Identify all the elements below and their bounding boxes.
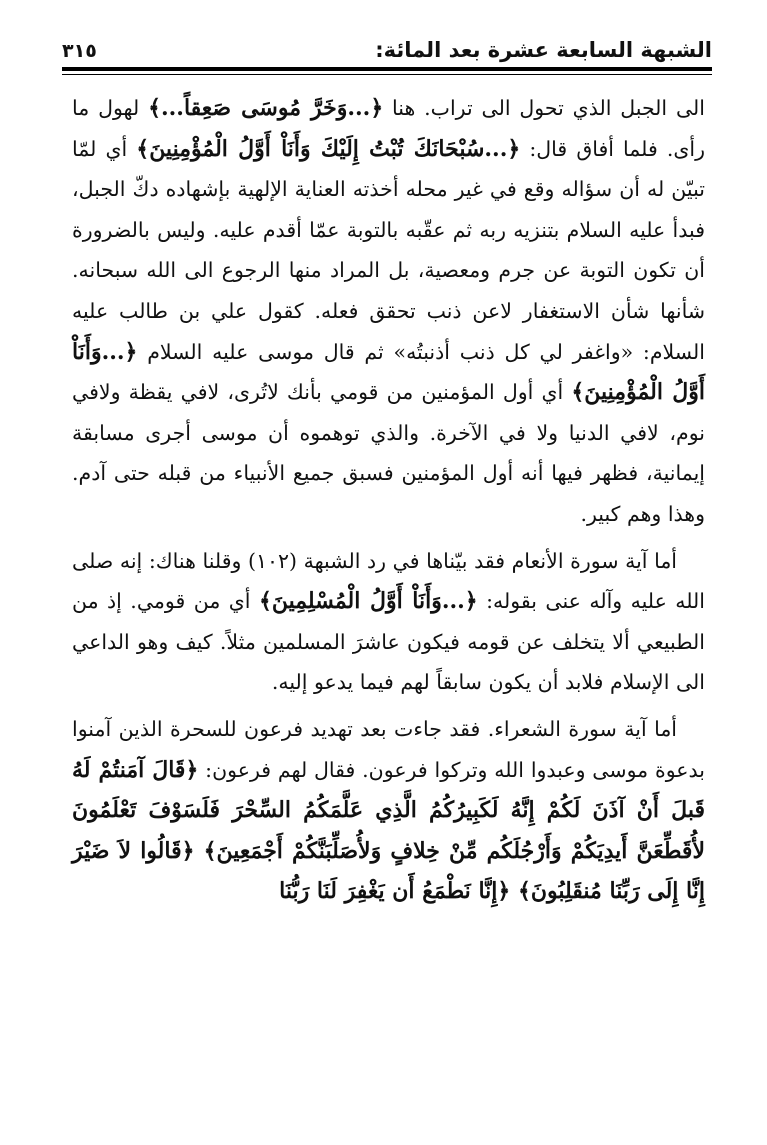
- text-segment: أما آية سورة الشعراء. فقد جاءت بعد تهديد فرعون للسحرة الذين آمنوا بدعوة موسى وعبدوا الله وتركوا فرعون. فقال لهم فرعون:: [72, 716, 705, 782]
- paragraph-1: [72, 88, 705, 535]
- quran-verse: ﴿...وَخَرَّ مُوسَى صَعِقاً...﴾: [148, 95, 384, 121]
- text-segment: أما آية سورة الأنعام فقد بيّناها في رد الشبهة (١٠٢) وقلنا هناك: إنه صلى الله عليه وآله عنى بقوله:: [72, 548, 705, 614]
- header-rule-thick: [62, 67, 712, 71]
- text-segment: الى الجبل الذي تحول الى تراب. هنا: [383, 96, 705, 120]
- paragraph-2: [72, 541, 705, 703]
- text-segment: لهول ما رأى. فلما أفاق قال:: [72, 96, 706, 161]
- running-title: الشبهة السابعة عشرة بعد المائة:: [375, 38, 712, 62]
- header-rule-thin: [62, 74, 712, 75]
- quran-verse: ﴿...سُبْحَانَكَ تُبْتُ إِلَيْكَ وَأَنَاْ أَوَّلُ الْمُؤْمِنِينَ﴾: [136, 135, 521, 162]
- page-header: [62, 26, 712, 62]
- paragraph-3: [72, 709, 705, 912]
- text-segment: أي أول المؤمنين من قومي بأنك لاتُرى، لافي يقظة ولافي نوم، لافي الدنيا ولا في الآخرة. والذي توهموه أن موسى أجرى مسابقة إيمانية، فظهر فيها أنه أول المؤمنين فسبق جميع الأنبياء من قبله حتى آدم. وهذا وهم كبير.: [72, 380, 705, 526]
- text-segment: أي من قومي. إذ من الطبيعي ألا يتخلف عن قومه فيكون عاشرَ المسلمين مثلاً. كيف وهو الداعي الى الإسلام فلابد أن يكون سابقاً لهم فيما يدعو إليه.: [72, 589, 705, 695]
- quran-verse: ﴿...وَأَنَاْ أَوَّلُ الْمُؤْمِنِينَ﴾: [72, 338, 705, 406]
- quran-verse: ﴿...وَأَنَاْ أَوَّلُ الْمُسْلِمِينَ﴾: [258, 588, 478, 615]
- text-segment: أي لمّا تبيّن له أن سؤاله وقع في غير محله أخذته العناية الإلهية بإشهاده دكّ الجبل، فبدأ عليه السلام بتنزيه ربه ثم عقّبه بالتوبة عمّا أقدم عليه. وليس بالضرورة أن تكون التوبة عن جرم ومعصية، بل المراد منها الرجوع الى الله سبحانه. شأنها شأن الاستغفار لاعن ذنب تحقق فعله. كقول علي بن طالب عليه السلام: «واغفر لي كل ذنب أذنبتُه» ثم قال موسى عليه السلام: [72, 136, 705, 364]
- quran-verse: ﴿قَالَ آمَنتُمْ لَهُ قَبلَ أَنْ آذَنَ لَكُمْ إِنَّهُ لَكَبِيرُكُمُ الَّذِي عَلَّمَكُمُ السِّحْرَ فَلَسَوْفَ تَعْلَمُونَ لأُقَطِّعَنَّ أَيدِيَكُمْ وَأَرْجُلَكُم مِّنْ خِلافٍ وَلأُصَلِّبَنَّكُمْ أَجْمَعِينَ﴾ ﴿قَالُوا لاَ ضَيْرَ إِنَّا إِلَى رَبِّنَا مُنقَلِبُونَ﴾ ﴿إِنَّا نَطْمَعُ أَن يَغْفِرَ لَنَا رَبُّنَا: [72, 756, 705, 905]
- page-number: ٣١٥: [62, 40, 97, 62]
- body-text: [72, 88, 705, 912]
